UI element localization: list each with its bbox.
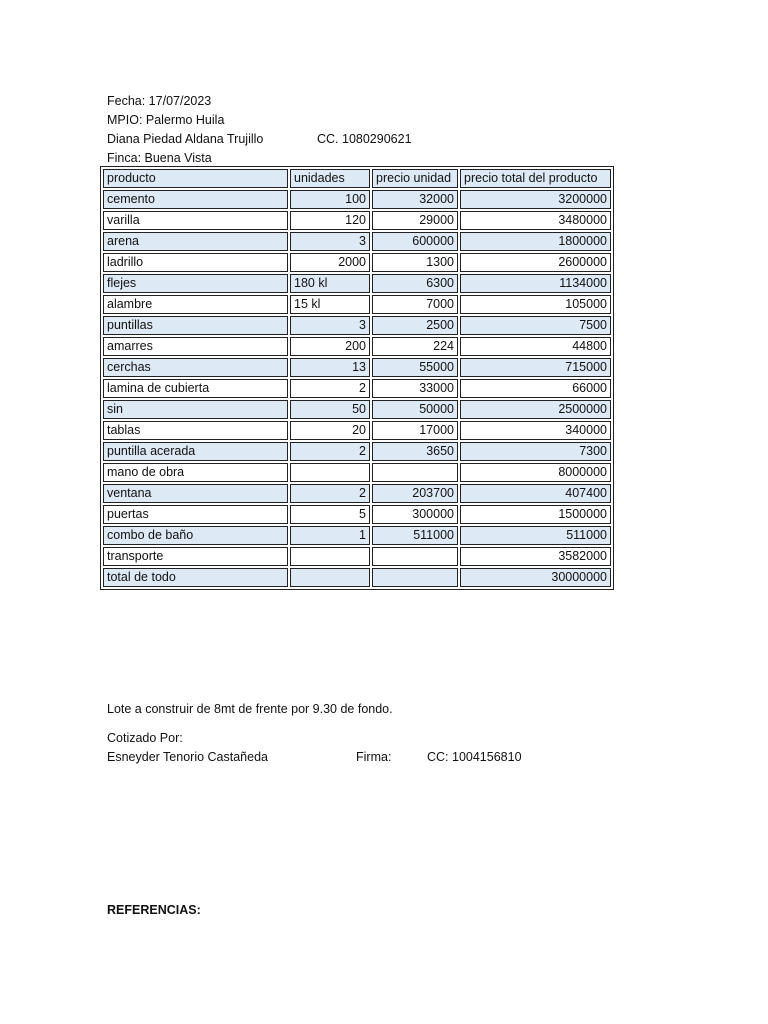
table-cell: 6300 <box>372 274 458 293</box>
table-cell <box>372 568 458 587</box>
table-cell <box>372 463 458 482</box>
header-client-name: Diana Piedad Aldana Trujillo <box>107 132 264 146</box>
table-cell: 66000 <box>460 379 611 398</box>
quoted-by-label: Cotizado Por: <box>107 731 183 745</box>
column-header-unidades: unidades <box>290 169 370 188</box>
table-cell: ladrillo <box>103 253 288 272</box>
column-header-precio-total: precio total del producto <box>460 169 611 188</box>
table-header-row <box>103 169 611 188</box>
table-cell: combo de baño <box>103 526 288 545</box>
quoted-by-name: Esneyder Tenorio Castañeda <box>107 750 268 764</box>
table-cell: puntilla acerada <box>103 442 288 461</box>
table-cell: 17000 <box>372 421 458 440</box>
table-cell: 7000 <box>372 295 458 314</box>
header-farm: Finca: Buena Vista <box>107 151 212 165</box>
table-row <box>103 232 611 251</box>
table-cell: 13 <box>290 358 370 377</box>
table-cell: 715000 <box>460 358 611 377</box>
table-cell: 1300 <box>372 253 458 272</box>
table-row <box>103 211 611 230</box>
table-cell: lamina de cubierta <box>103 379 288 398</box>
table-row <box>103 379 611 398</box>
table-cell: 1800000 <box>460 232 611 251</box>
table-cell: 100 <box>290 190 370 209</box>
references-heading: REFERENCIAS: <box>107 903 201 917</box>
table-cell: 50 <box>290 400 370 419</box>
table-cell: 30000000 <box>460 568 611 587</box>
table-row <box>103 547 611 566</box>
quote-table <box>100 166 614 590</box>
table-row <box>103 463 611 482</box>
table-row <box>103 190 611 209</box>
table-cell: 2500 <box>372 316 458 335</box>
table-cell: 203700 <box>372 484 458 503</box>
table-cell: 55000 <box>372 358 458 377</box>
table-cell: 7500 <box>460 316 611 335</box>
table-cell: tablas <box>103 421 288 440</box>
column-header-precio-unidad: precio unidad <box>372 169 458 188</box>
table-cell: cerchas <box>103 358 288 377</box>
table-cell: transporte <box>103 547 288 566</box>
table-cell: 1500000 <box>460 505 611 524</box>
table-row <box>103 442 611 461</box>
lot-description: Lote a construir de 8mt de frente por 9.30 de fondo. <box>107 702 393 716</box>
table-cell: 3 <box>290 232 370 251</box>
quote-table-body <box>103 169 611 587</box>
table-cell: 33000 <box>372 379 458 398</box>
table-cell: 224 <box>372 337 458 356</box>
table-cell: 600000 <box>372 232 458 251</box>
table-cell: puertas <box>103 505 288 524</box>
table-cell: 300000 <box>372 505 458 524</box>
table-cell: 29000 <box>372 211 458 230</box>
table-cell <box>372 547 458 566</box>
table-cell: mano de obra <box>103 463 288 482</box>
table-cell: 511000 <box>372 526 458 545</box>
table-cell: 340000 <box>460 421 611 440</box>
header-municipality: MPIO: Palermo Huila <box>107 113 225 127</box>
table-cell: 511000 <box>460 526 611 545</box>
table-cell: 2500000 <box>460 400 611 419</box>
table-row <box>103 505 611 524</box>
table-cell: sin <box>103 400 288 419</box>
table-row <box>103 421 611 440</box>
table-cell: 3582000 <box>460 547 611 566</box>
table-cell <box>290 463 370 482</box>
table-cell: 7300 <box>460 442 611 461</box>
table-cell: 105000 <box>460 295 611 314</box>
table-cell: ventana <box>103 484 288 503</box>
table-cell: 120 <box>290 211 370 230</box>
table-cell: 3650 <box>372 442 458 461</box>
table-cell: 3200000 <box>460 190 611 209</box>
table-cell: 407400 <box>460 484 611 503</box>
table-cell: 200 <box>290 337 370 356</box>
table-cell: 1 <box>290 526 370 545</box>
table-cell: amarres <box>103 337 288 356</box>
header-date: Fecha: 17/07/2023 <box>107 94 212 108</box>
column-header-producto: producto <box>103 169 288 188</box>
table-row <box>103 274 611 293</box>
table-row <box>103 568 611 587</box>
table-cell: 20 <box>290 421 370 440</box>
table-row <box>103 358 611 377</box>
table-cell: 2 <box>290 442 370 461</box>
table-cell: puntillas <box>103 316 288 335</box>
table-cell: varilla <box>103 211 288 230</box>
table-row <box>103 526 611 545</box>
table-cell: 180 kl <box>290 274 370 293</box>
table-row <box>103 295 611 314</box>
signature-label: Firma: <box>356 750 392 764</box>
table-row <box>103 316 611 335</box>
table-cell: 2 <box>290 484 370 503</box>
table-cell: 3 <box>290 316 370 335</box>
table-cell: total de todo <box>103 568 288 587</box>
table-cell: 5 <box>290 505 370 524</box>
table-row <box>103 337 611 356</box>
table-cell: 44800 <box>460 337 611 356</box>
table-cell: 3480000 <box>460 211 611 230</box>
table-cell: arena <box>103 232 288 251</box>
table-cell <box>290 568 370 587</box>
quoted-by-id: CC: 1004156810 <box>427 750 522 764</box>
table-cell: 2600000 <box>460 253 611 272</box>
table-cell: flejes <box>103 274 288 293</box>
header-client-id: CC. 1080290621 <box>317 132 412 146</box>
table-row <box>103 253 611 272</box>
table-cell <box>290 547 370 566</box>
table-cell: cemento <box>103 190 288 209</box>
table-cell: 8000000 <box>460 463 611 482</box>
table-row <box>103 484 611 503</box>
table-cell: 50000 <box>372 400 458 419</box>
table-row <box>103 400 611 419</box>
table-cell: 1134000 <box>460 274 611 293</box>
table-cell: alambre <box>103 295 288 314</box>
table-cell: 2000 <box>290 253 370 272</box>
table-cell: 32000 <box>372 190 458 209</box>
table-cell: 2 <box>290 379 370 398</box>
table-cell: 15 kl <box>290 295 370 314</box>
